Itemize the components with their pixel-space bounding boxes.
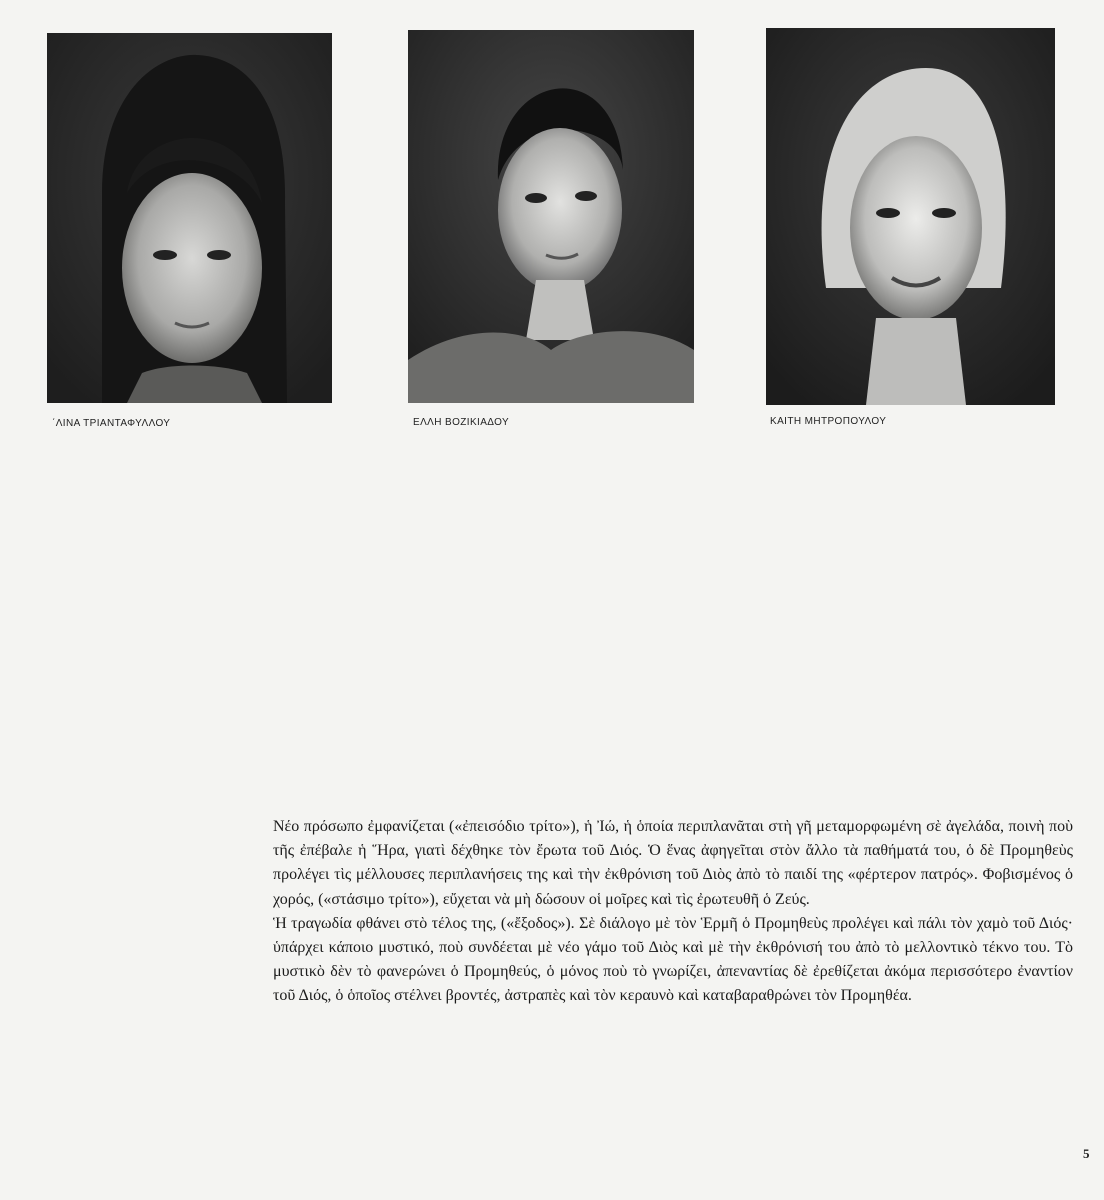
- paragraph-2: Ἡ τραγωδία φθάνει στὸ τέλος της, («ἔξοδος»). Σὲ διάλογο μὲ τὸν Ἑρμῆ ὁ Προμηθεὺς προλέγει καὶ πάλι τὸν χαμὸ τοῦ Διός· ὑπάρχει κάποιο μυστικό, ποὺ συνδέεται μὲ νέο γάμο τοῦ Διὸς καὶ μὲ τὴν ἐκθρόνισή του ἀπὸ τὸ μελλοντικὸ τέκνο του. Τὸ μυστικὸ δὲν τὸ φανερώνει ὁ Προμηθεύς, ὁ μόνος ποὺ τὸ γνωρίζει, ἀπεναντίας δὲ ἐρεθίζεται ἀκόμα περισσότερο ἐναντίον τοῦ Διός, ὁ ὁποῖος στέλνει βροντές, ἀστραπὲς καὶ τὸν κεραυνὸ καὶ καταβαραθρώνει τὸν Προμηθέα.: [273, 914, 1073, 1005]
- page-number: 5: [1083, 1146, 1090, 1161]
- paragraph-1: Νέο πρόσωπο ἐμφανίζεται («ἐπεισόδιο τρίτο»), ἡ Ἰώ, ἡ ὁποία περιπλανᾶται στὴ γῆ μεταμορφωμένη σὲ ἀγελάδα, ποινὴ ποὺ τῆς ἐπέβαλε ἡ Ἥρα, γιατὶ δέχθηκε τὸν ἔρωτα τοῦ Διός. Ὁ ἕνας ἀφηγεῖται στὸν ἄλλο τὰ παθήματά του, ὁ δὲ Προμηθεὺς προλέγει τὶς μέλλουσες περιπλανήσεις της καὶ τὴν ἐκθρόνιση τοῦ Διὸς ἀπὸ τὸ παιδί της «φέρτερον πατρός». Φοβισμένος ὁ χορός, («στάσιμο τρίτο»), εὔχεται νὰ μὴ δώσουν οἱ μοῖρες καὶ τὶς ἐρωτευθῆ ὁ Ζεύς.: [273, 818, 1073, 908]
- portrait-photo-2: [408, 30, 694, 403]
- portrait-caption-3: ΚΑΙΤΗ ΜΗΤΡΟΠΟΥΛΟΥ: [770, 416, 887, 427]
- portrait-caption-1: ΄ΛΙΝΑ ΤΡΙΑΝΤΑΦΥΛΛΟΥ: [52, 418, 171, 429]
- body-text: [273, 815, 1073, 1009]
- portrait-photo-1: [47, 33, 332, 403]
- portrait-photo-3: [766, 28, 1055, 405]
- portrait-caption-2: ΕΛΛΗ ΒΟΖΙΚΙΑΔΟΥ: [413, 417, 510, 428]
